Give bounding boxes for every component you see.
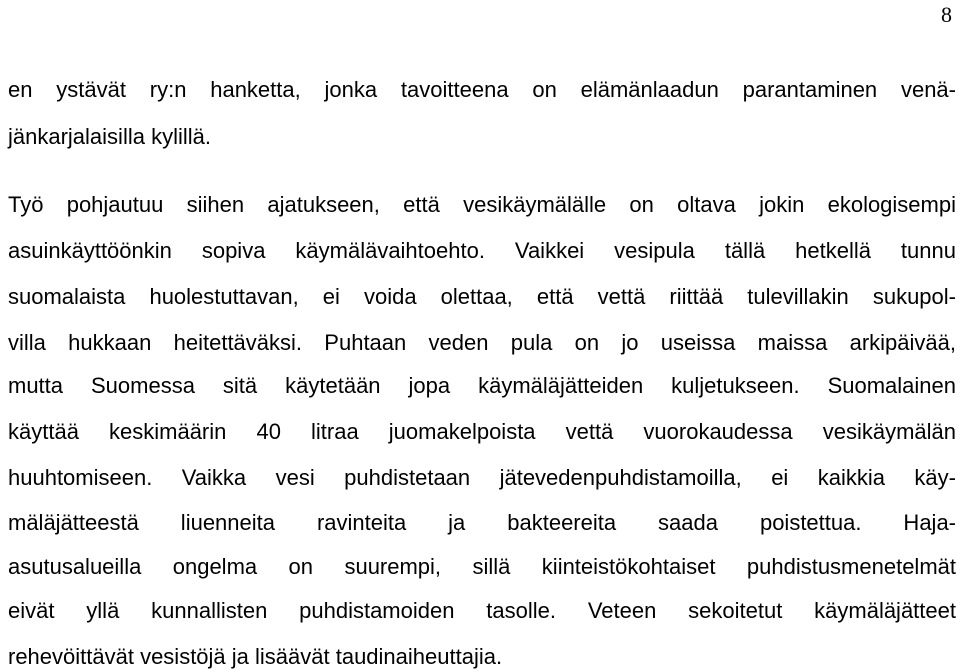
text-line: villa hukkaan heitettäväksi. Puhtaan veden pula on jo useissa maissa arkipäivää, — [8, 330, 956, 355]
text-line: käyttää keskimäärin 40 litraa juomakelpoista vettä vuorokaudessa vesikäymälän — [8, 419, 956, 444]
text-line: huuhtomiseen. Vaikka vesi puhdistetaan jätevedenpuhdistamoilla, ei kaikkia käy- — [8, 465, 956, 490]
text-line: eivät yllä kunnallisten puhdistamoiden tasolle. Veteen sekoitetut käymäläjätteet — [8, 598, 956, 623]
text-line: jänkarjalaisilla kylillä. — [8, 124, 211, 149]
text-line: en ystävät ry:n hanketta, jonka tavoitteena on elämänlaadun parantaminen venä- — [8, 77, 956, 102]
page-number: 8 — [941, 2, 952, 27]
text-line: asuinkäyttöönkin sopiva käymälävaihtoehto. Vaikkei vesipula tällä hetkellä tunnu — [8, 238, 956, 263]
text-line: asutusalueilla ongelma on suurempi, sillä kiinteistökohtaiset puhdistusmenetelmät — [8, 554, 956, 579]
text-line: mutta Suomessa sitä käytetään jopa käymäläjätteiden kuljetukseen. Suomalainen — [8, 373, 956, 398]
text-line: rehevöittävät vesistöjä ja lisäävät taudinaiheuttajia. — [8, 644, 503, 669]
text-line: Työ pohjautuu siihen ajatukseen, että vesikäymälälle on oltava jokin ekologisempi — [8, 192, 956, 217]
text-line: suomalaista huolestuttavan, ei voida olettaa, että vettä riittää tulevillakin sukupol- — [8, 284, 956, 309]
text-line: mäläjätteestä liuenneita ravinteita ja bakteereita saada poistettua. Haja- — [8, 510, 956, 535]
